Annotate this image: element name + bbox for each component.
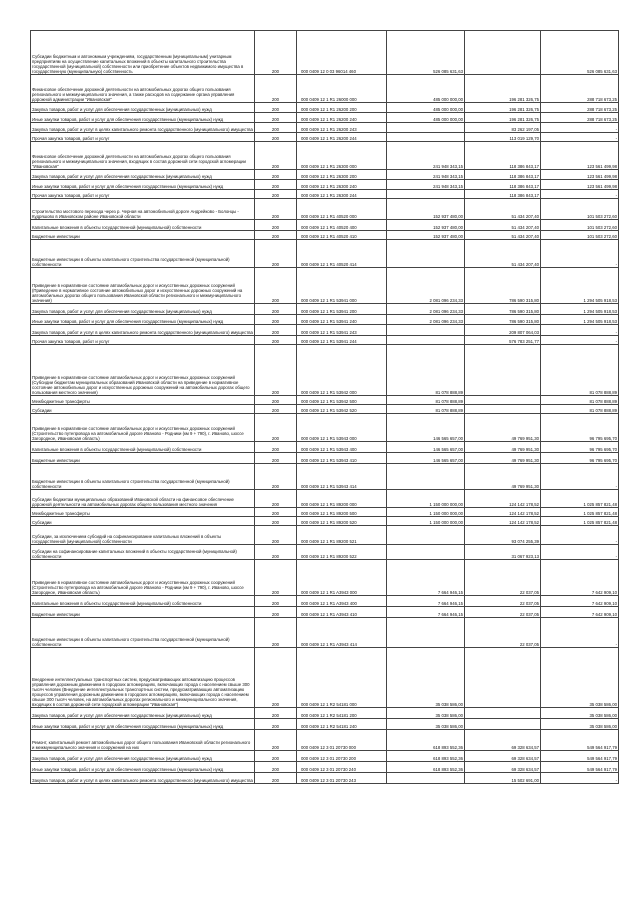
- row-approved-amount-cell: 526 085 631,63: [387, 31, 465, 75]
- row-unexecuted-amount-cell: 35 038 586,00: [541, 648, 619, 708]
- row-name-cell: Прочая закупка товаров, работ и услуг: [31, 336, 255, 345]
- row-approved-amount-cell: 7 664 946,15: [387, 560, 465, 596]
- row-approved-amount-cell: 7 664 946,15: [387, 607, 465, 618]
- row-executed-amount-cell: 49 769 951,30: [465, 442, 541, 453]
- row-unexecuted-amount-cell: 123 561 499,98: [541, 170, 619, 180]
- row-classification-code-cell: 000 0409 12 3 01 20730 000: [297, 730, 387, 751]
- row-classification-code-cell: 000 0409 12 1 R1 40520 414: [297, 240, 387, 268]
- row-code-cell: 200: [255, 240, 297, 268]
- row-approved-amount-cell: 81 078 888,89: [387, 396, 465, 405]
- row-name-cell: Финансовое обеспечение дорожной деятельности на автомобильных дорогах общего пользования регионального и межмуниципального значения, а также расходов на содержание органа управления дорожной администрации "Ивановская": [31, 75, 255, 103]
- row-approved-amount-cell: 146 565 657,00: [387, 442, 465, 453]
- row-executed-amount-cell: 51 434 207,40: [465, 220, 541, 231]
- row-classification-code-cell: 000 0409 12 1 R2 54181 200: [297, 708, 387, 719]
- row-name-cell: Закупка товаров, работ и услуг в целях капитального ремонта государственного (муниципального) имущества: [31, 325, 255, 336]
- row-unexecuted-amount-cell: -: [541, 325, 619, 336]
- row-executed-amount-cell: 124 142 178,52: [465, 517, 541, 526]
- row-classification-code-cell: 000 0409 12 1 R1 53943 400: [297, 442, 387, 453]
- row-approved-amount-cell: 241 948 343,15: [387, 180, 465, 190]
- table-row: [31, 719, 619, 730]
- row-code-cell: 200: [255, 220, 297, 231]
- table-row: [31, 708, 619, 719]
- table-row: [31, 405, 619, 414]
- row-classification-code-cell: 000 0409 12 1 R1 53942 500: [297, 396, 387, 405]
- row-unexecuted-amount-cell: 81 078 888,89: [541, 405, 619, 414]
- row-code-cell: 200: [255, 315, 297, 325]
- row-name-cell: Бюджетные инвестиции: [31, 453, 255, 464]
- row-name-cell: Закупка товаров, работ и услуг для обеспечения государственных (муниципальных) нужд: [31, 304, 255, 315]
- row-code-cell: 200: [255, 442, 297, 453]
- row-name-cell: Субсидии: [31, 405, 255, 414]
- row-unexecuted-amount-cell: 7 642 909,10: [541, 596, 619, 607]
- row-classification-code-cell: 000 0409 12 3 01 20730 243: [297, 773, 387, 784]
- row-code-cell: 200: [255, 31, 297, 75]
- table-row: [31, 103, 619, 113]
- row-code-cell: 200: [255, 414, 297, 442]
- row-executed-amount-cell: 576 783 251,77: [465, 336, 541, 345]
- row-code-cell: 200: [255, 396, 297, 405]
- row-classification-code-cell: 000 0409 12 1 R1 89200 000: [297, 490, 387, 508]
- row-name-cell: Приведение в нормативное состояние автомобильных дорог и искусственных дорожных сооружений (Строительство путепровода на автомобильной дороге Иваново - Родники (км 9 + 790), г. Иваново, шоссе Загородное, Ивановская область): [31, 560, 255, 596]
- row-code-cell: 200: [255, 453, 297, 464]
- row-classification-code-cell: 000 0409 12 3 01 20730 240: [297, 762, 387, 773]
- row-executed-amount-cell: 22 037,05: [465, 560, 541, 596]
- row-code-cell: 200: [255, 618, 297, 648]
- row-approved-amount-cell: 485 000 000,00: [387, 75, 465, 103]
- row-code-cell: 200: [255, 607, 297, 618]
- row-name-cell: Капитальные вложения в объекты государственной (муниципальной) собственности: [31, 596, 255, 607]
- row-name-cell: Субсидии: [31, 517, 255, 526]
- row-unexecuted-amount-cell: -: [541, 526, 619, 545]
- row-unexecuted-amount-cell: 81 078 888,89: [541, 396, 619, 405]
- row-name-cell: Бюджетные инвестиции в объекты капитального строительства государственной (муниципальной) собственности: [31, 464, 255, 490]
- row-code-cell: 200: [255, 123, 297, 133]
- row-unexecuted-amount-cell: -: [541, 133, 619, 142]
- row-approved-amount-cell: [387, 526, 465, 545]
- row-name-cell: Субсидии бюджетам муниципальных образований Ивановской области на финансовое обеспечение дорожной деятельности на автомобильных дорогах общего пользования местного значения: [31, 490, 255, 508]
- budget-execution-table: [30, 30, 619, 784]
- row-approved-amount-cell: 2 081 096 234,33: [387, 315, 465, 325]
- row-name-cell: Иные закупки товаров, работ и услуг для обеспечения государственных (муниципальных) нужд: [31, 113, 255, 123]
- row-executed-amount-cell: 118 386 843,17: [465, 142, 541, 170]
- table-row: [31, 596, 619, 607]
- row-executed-amount-cell: 49 769 951,30: [465, 414, 541, 442]
- row-executed-amount-cell: 124 142 178,52: [465, 490, 541, 508]
- row-executed-amount-cell: 69 328 634,57: [465, 730, 541, 751]
- row-executed-amount-cell: 31 067 923,13: [465, 545, 541, 560]
- row-executed-amount-cell: 124 142 178,52: [465, 508, 541, 517]
- row-unexecuted-amount-cell: 1 294 505 918,53: [541, 268, 619, 304]
- row-name-cell: Приведение в нормативное состояние автомобильных дорог и искусственных дорожных сооружений (Строительство путепровода на автомобильной дороге Иваново - Родники (км 9 + 790), г. Иваново, шоссе Загородное, Ивановская область): [31, 414, 255, 442]
- row-name-cell: Приведение в нормативное состояние автомобильных дорог и искусственных дорожных сооружений (Субсидии бюджетам муниципальных образований Ивановской области на приведение в нормативное состояние автомобильных дорог и искусственных дорожных сооружений на автомобильных дорогах общего пользования местного значения): [31, 345, 255, 396]
- row-executed-amount-cell: 69 328 634,57: [465, 751, 541, 762]
- row-code-cell: 200: [255, 596, 297, 607]
- row-code-cell: 200: [255, 268, 297, 304]
- row-executed-amount-cell: 93 074 255,39: [465, 526, 541, 545]
- row-executed-amount-cell: [465, 405, 541, 414]
- table-row: [31, 453, 619, 464]
- row-approved-amount-cell: [387, 336, 465, 345]
- row-unexecuted-amount-cell: 288 718 673,25: [541, 103, 619, 113]
- row-executed-amount-cell: 22 037,05: [465, 618, 541, 648]
- row-executed-amount-cell: [465, 708, 541, 719]
- row-unexecuted-amount-cell: 96 795 695,70: [541, 414, 619, 442]
- row-classification-code-cell: 000 0409 12 1 R1 26300 240: [297, 180, 387, 190]
- row-code-cell: 200: [255, 190, 297, 199]
- row-unexecuted-amount-cell: 96 795 695,70: [541, 453, 619, 464]
- row-executed-amount-cell: [465, 345, 541, 396]
- row-classification-code-cell: 000 0409 12 1 R1 53943 000: [297, 414, 387, 442]
- row-name-cell: Межбюджетные трансферты: [31, 508, 255, 517]
- table-row: [31, 180, 619, 190]
- row-executed-amount-cell: 209 807 064,03: [465, 325, 541, 336]
- row-code-cell: 200: [255, 560, 297, 596]
- row-name-cell: Субсидии бюджетным и автономным учреждениям, государственным (муниципальным) унитарным предприятиям на осуществление капитальных вложений в объекты капитального строительства государственной (муниципальной) собственности или приобретение объектов недвижимого имущества в государственную (муниципальную) собственность: [31, 31, 255, 75]
- row-classification-code-cell: 000 0409 12 1 R1 40520 000: [297, 199, 387, 220]
- row-name-cell: Строительство мостового перехода через р. Черная на автомобильной дороге Андрейково - Болонцы - Кудряшово в Ивановском районе Ивановской области: [31, 199, 255, 220]
- table-row: [31, 231, 619, 240]
- table-row: [31, 508, 619, 517]
- row-classification-code-cell: 000 0409 12 1 R2 54181 240: [297, 719, 387, 730]
- row-approved-amount-cell: 2 081 096 234,33: [387, 304, 465, 315]
- row-unexecuted-amount-cell: 101 503 272,60: [541, 220, 619, 231]
- row-approved-amount-cell: 241 948 343,15: [387, 170, 465, 180]
- row-name-cell: Закупка товаров, работ и услуг для обеспечения государственных (муниципальных) нужд: [31, 170, 255, 180]
- table-row: [31, 396, 619, 405]
- row-code-cell: 200: [255, 464, 297, 490]
- row-code-cell: 200: [255, 133, 297, 142]
- table-row: [31, 75, 619, 103]
- table-row: [31, 490, 619, 508]
- table-row: [31, 526, 619, 545]
- row-code-cell: 200: [255, 517, 297, 526]
- row-classification-code-cell: 000 0409 12 1 R1 26200 240: [297, 113, 387, 123]
- table-row: [31, 220, 619, 231]
- row-classification-code-cell: 000 0409 12 1 R1 A3943 400: [297, 596, 387, 607]
- row-name-cell: Прочая закупка товаров, работ и услуг: [31, 190, 255, 199]
- row-name-cell: Иные закупки товаров, работ и услуг для обеспечения государственных (муниципальных) нужд: [31, 719, 255, 730]
- row-code-cell: 200: [255, 773, 297, 784]
- row-approved-amount-cell: [387, 325, 465, 336]
- row-approved-amount-cell: 618 893 552,36: [387, 730, 465, 751]
- row-approved-amount-cell: 35 038 586,00: [387, 719, 465, 730]
- row-code-cell: 200: [255, 751, 297, 762]
- row-executed-amount-cell: 196 281 326,75: [465, 113, 541, 123]
- row-executed-amount-cell: 196 281 326,75: [465, 103, 541, 113]
- row-code-cell: 200: [255, 345, 297, 396]
- row-approved-amount-cell: [387, 773, 465, 784]
- row-approved-amount-cell: [387, 464, 465, 490]
- table-row: [31, 304, 619, 315]
- table-body: [31, 31, 619, 784]
- row-code-cell: 200: [255, 648, 297, 708]
- row-executed-amount-cell: [465, 396, 541, 405]
- row-name-cell: Бюджетные инвестиции: [31, 607, 255, 618]
- row-executed-amount-cell: [465, 648, 541, 708]
- row-approved-amount-cell: 35 038 586,00: [387, 708, 465, 719]
- row-approved-amount-cell: 1 150 000 000,00: [387, 490, 465, 508]
- row-executed-amount-cell: 113 019 129,70: [465, 133, 541, 142]
- row-approved-amount-cell: [387, 190, 465, 199]
- row-unexecuted-amount-cell: 549 564 917,79: [541, 751, 619, 762]
- row-code-cell: 200: [255, 508, 297, 517]
- row-executed-amount-cell: 51 434 207,40: [465, 199, 541, 220]
- table-row: [31, 268, 619, 304]
- row-unexecuted-amount-cell: -: [541, 240, 619, 268]
- row-code-cell: 200: [255, 180, 297, 190]
- row-unexecuted-amount-cell: 101 503 272,60: [541, 231, 619, 240]
- row-executed-amount-cell: 15 502 691,00: [465, 773, 541, 784]
- row-unexecuted-amount-cell: -: [541, 123, 619, 133]
- row-executed-amount-cell: 118 386 843,17: [465, 190, 541, 199]
- row-unexecuted-amount-cell: 1 294 505 918,53: [541, 315, 619, 325]
- row-approved-amount-cell: [387, 123, 465, 133]
- row-code-cell: 200: [255, 730, 297, 751]
- row-code-cell: 200: [255, 304, 297, 315]
- row-classification-code-cell: 000 0409 12 1 R1 40520 400: [297, 220, 387, 231]
- row-unexecuted-amount-cell: 123 561 499,98: [541, 180, 619, 190]
- row-approved-amount-cell: 241 948 343,15: [387, 142, 465, 170]
- row-name-cell: Ремонт, капитальный ремонт автомобильных дорог общего пользования Ивановской области регионального и межмуниципального значения и сооружений на них: [31, 730, 255, 751]
- row-code-cell: 200: [255, 719, 297, 730]
- row-executed-amount-cell: 118 386 843,17: [465, 180, 541, 190]
- row-approved-amount-cell: 152 937 480,00: [387, 231, 465, 240]
- row-executed-amount-cell: [465, 719, 541, 730]
- row-name-cell: Внедрение интеллектуальных транспортных систем, предусматривающих автоматизацию процессов управления дорожным движением в городских агломерациях, включающих города с населением свыше 300 тысяч человек (Внедрение интеллектуальных транспортных систем, предусматривающих автоматизацию процессов управления дорожным движением в городских агломерациях, включающих города с населением свыше 300 тысяч человек, на автомобильных дорогах регионального и межмуниципального значения, входящих в состав дорожной сети городской агломерации "Ивановская"): [31, 648, 255, 708]
- table-row: [31, 618, 619, 648]
- row-executed-amount-cell: 22 037,05: [465, 596, 541, 607]
- row-unexecuted-amount-cell: 81 078 888,89: [541, 345, 619, 396]
- table-row: [31, 773, 619, 784]
- row-name-cell: Иные закупки товаров, работ и услуг для обеспечения государственных (муниципальных) нужд: [31, 180, 255, 190]
- row-code-cell: 200: [255, 199, 297, 220]
- row-unexecuted-amount-cell: 549 564 917,79: [541, 730, 619, 751]
- row-code-cell: 200: [255, 142, 297, 170]
- row-name-cell: Приведение в нормативное состояние автомобильных дорог и искусственных дорожных сооружений (Приведение в нормативное состояние автомобильных дорог и искусственных дорожных сооружений на автомобильных дорогах общего пользования Ивановской области регионального и межмуниципального значения): [31, 268, 255, 304]
- row-classification-code-cell: 000 0409 12 1 R1 53942 000: [297, 345, 387, 396]
- row-approved-amount-cell: 2 081 096 234,33: [387, 268, 465, 304]
- row-unexecuted-amount-cell: 288 718 673,25: [541, 75, 619, 103]
- row-unexecuted-amount-cell: 526 085 631,63: [541, 31, 619, 75]
- row-code-cell: 200: [255, 405, 297, 414]
- row-unexecuted-amount-cell: -: [541, 773, 619, 784]
- table-row: [31, 315, 619, 325]
- table-row: [31, 199, 619, 220]
- table-row: [31, 325, 619, 336]
- table-row: [31, 336, 619, 345]
- table-row: [31, 560, 619, 596]
- row-classification-code-cell: 000 0409 12 1 R1 53942 520: [297, 405, 387, 414]
- row-name-cell: Субсидии на софинансирование капитальных вложений в объекты государственной (муниципальной) собственности: [31, 545, 255, 560]
- table-row: [31, 464, 619, 490]
- row-name-cell: Иные закупки товаров, работ и услуг для обеспечения государственных (муниципальных) нужд: [31, 315, 255, 325]
- row-executed-amount-cell: 22 037,05: [465, 607, 541, 618]
- row-name-cell: Закупка товаров, работ и услуг в целях капитального ремонта государственного (муниципального) имущества: [31, 773, 255, 784]
- row-classification-code-cell: 000 0409 12 1 R1 53941 243: [297, 325, 387, 336]
- table-row: [31, 123, 619, 133]
- table-row: [31, 345, 619, 396]
- table-row: [31, 545, 619, 560]
- row-approved-amount-cell: 35 038 586,00: [387, 648, 465, 708]
- row-classification-code-cell: 000 0409 12 1 R1 26200 243: [297, 123, 387, 133]
- table-row: [31, 648, 619, 708]
- row-classification-code-cell: 000 0409 12 1 R1 26300 244: [297, 190, 387, 199]
- row-code-cell: 200: [255, 231, 297, 240]
- row-classification-code-cell: 000 0409 12 1 R1 53941 200: [297, 304, 387, 315]
- row-name-cell: Иные закупки товаров, работ и услуг для обеспечения государственных (муниципальных) нужд: [31, 762, 255, 773]
- row-name-cell: Закупка товаров, работ и услуг для обеспечения государственных (муниципальных) нужд: [31, 103, 255, 113]
- table-row: [31, 751, 619, 762]
- row-unexecuted-amount-cell: -: [541, 190, 619, 199]
- row-classification-code-cell: 000 0409 12 1 R1 26300 000: [297, 142, 387, 170]
- row-name-cell: Закупка товаров, работ и услуг в целях капитального ремонта государственного (муниципального) имущества: [31, 123, 255, 133]
- row-approved-amount-cell: 152 937 480,00: [387, 220, 465, 231]
- row-unexecuted-amount-cell: 1 025 857 821,48: [541, 490, 619, 508]
- row-approved-amount-cell: 485 000 000,00: [387, 103, 465, 113]
- row-unexecuted-amount-cell: 35 038 586,00: [541, 708, 619, 719]
- row-approved-amount-cell: [387, 240, 465, 268]
- row-approved-amount-cell: [387, 545, 465, 560]
- row-executed-amount-cell: 51 434 207,40: [465, 240, 541, 268]
- row-unexecuted-amount-cell: 7 642 909,10: [541, 607, 619, 618]
- row-code-cell: 200: [255, 526, 297, 545]
- row-classification-code-cell: 000 0409 12 1 R1 A3943 000: [297, 560, 387, 596]
- row-code-cell: 200: [255, 490, 297, 508]
- row-approved-amount-cell: 618 893 552,36: [387, 751, 465, 762]
- row-code-cell: 200: [255, 545, 297, 560]
- row-classification-code-cell: 000 0409 12 1 R1 89200 521: [297, 526, 387, 545]
- row-unexecuted-amount-cell: -: [541, 545, 619, 560]
- row-unexecuted-amount-cell: 1 025 857 821,48: [541, 517, 619, 526]
- row-unexecuted-amount-cell: -: [541, 618, 619, 648]
- row-code-cell: 200: [255, 103, 297, 113]
- row-approved-amount-cell: 7 664 946,15: [387, 596, 465, 607]
- row-classification-code-cell: 000 0409 12 1 R1 40520 410: [297, 231, 387, 240]
- row-executed-amount-cell: [465, 31, 541, 75]
- row-code-cell: 200: [255, 170, 297, 180]
- row-unexecuted-amount-cell: 101 503 272,60: [541, 199, 619, 220]
- row-code-cell: 200: [255, 708, 297, 719]
- row-executed-amount-cell: 51 434 207,40: [465, 231, 541, 240]
- row-unexecuted-amount-cell: 288 718 673,25: [541, 113, 619, 123]
- table-row: [31, 133, 619, 142]
- row-executed-amount-cell: 196 281 326,75: [465, 75, 541, 103]
- row-code-cell: 200: [255, 336, 297, 345]
- row-name-cell: Закупка товаров, работ и услуг для обеспечения государственных (муниципальных) нужд: [31, 751, 255, 762]
- row-approved-amount-cell: 81 078 888,89: [387, 345, 465, 396]
- row-approved-amount-cell: 146 565 657,00: [387, 453, 465, 464]
- row-name-cell: Межбюджетные трансферты: [31, 396, 255, 405]
- row-classification-code-cell: 000 0409 12 1 R1 53943 410: [297, 453, 387, 464]
- row-classification-code-cell: 000 0409 12 1 R1 26200 244: [297, 133, 387, 142]
- row-classification-code-cell: 000 0409 12 1 R1 53941 244: [297, 336, 387, 345]
- table-row: [31, 517, 619, 526]
- row-unexecuted-amount-cell: 7 642 909,10: [541, 560, 619, 596]
- row-classification-code-cell: 000 0409 12 1 R1 53943 414: [297, 464, 387, 490]
- row-classification-code-cell: 000 0409 12 1 R1 53941 240: [297, 315, 387, 325]
- row-name-cell: Субсидии, за исключением субсидий на софинансирование капитальных вложений в объекты государственной (муниципальной) собственности: [31, 526, 255, 545]
- row-name-cell: Закупка товаров, работ и услуг для обеспечения государственных (муниципальных) нужд: [31, 708, 255, 719]
- table-row: [31, 762, 619, 773]
- table-row: [31, 442, 619, 453]
- row-classification-code-cell: 000 0409 12 1 R1 89200 522: [297, 545, 387, 560]
- row-name-cell: Финансовое обеспечение дорожной деятельности на автомобильных дорогах общего пользования регионального и межмуниципального значения, входящих в состав дорожной сети городской агломерации "Ивановская": [31, 142, 255, 170]
- row-approved-amount-cell: [387, 618, 465, 648]
- row-executed-amount-cell: 786 590 315,80: [465, 315, 541, 325]
- row-approved-amount-cell: [387, 133, 465, 142]
- row-name-cell: Бюджетные инвестиции: [31, 231, 255, 240]
- row-unexecuted-amount-cell: 35 038 586,00: [541, 719, 619, 730]
- row-unexecuted-amount-cell: -: [541, 336, 619, 345]
- row-classification-code-cell: 000 0409 12 1 R1 26300 200: [297, 170, 387, 180]
- row-approved-amount-cell: 152 937 480,00: [387, 199, 465, 220]
- row-classification-code-cell: 000 0409 12 1 R1 53941 000: [297, 268, 387, 304]
- row-executed-amount-cell: 49 769 951,30: [465, 464, 541, 490]
- row-classification-code-cell: 000 0409 12 1 R1 A3943 410: [297, 607, 387, 618]
- row-name-cell: Капитальные вложения в объекты государственной (муниципальной) собственности: [31, 442, 255, 453]
- row-classification-code-cell: 000 0409 12 1 R1 26200 200: [297, 103, 387, 113]
- row-executed-amount-cell: 118 386 843,17: [465, 170, 541, 180]
- row-unexecuted-amount-cell: 1 294 505 918,53: [541, 304, 619, 315]
- row-classification-code-cell: 000 0409 12 1 R1 89200 500: [297, 508, 387, 517]
- row-code-cell: 200: [255, 113, 297, 123]
- row-approved-amount-cell: 81 078 888,89: [387, 405, 465, 414]
- row-code-cell: 200: [255, 325, 297, 336]
- row-classification-code-cell: 000 0409 12 1 R1 26000 000: [297, 75, 387, 103]
- table-row: [31, 31, 619, 75]
- row-unexecuted-amount-cell: -: [541, 464, 619, 490]
- table-row: [31, 730, 619, 751]
- row-executed-amount-cell: 49 769 951,30: [465, 453, 541, 464]
- row-code-cell: 200: [255, 75, 297, 103]
- row-unexecuted-amount-cell: 1 025 857 821,48: [541, 508, 619, 517]
- row-name-cell: Капитальные вложения в объекты государственной (муниципальной) собственности: [31, 220, 255, 231]
- row-approved-amount-cell: 1 150 000 000,00: [387, 517, 465, 526]
- row-executed-amount-cell: 69 328 634,57: [465, 762, 541, 773]
- row-name-cell: Бюджетные инвестиции в объекты капитального строительства государственной (муниципальной) собственности: [31, 240, 255, 268]
- row-classification-code-cell: 000 0409 12 3 01 20730 200: [297, 751, 387, 762]
- row-name-cell: Бюджетные инвестиции в объекты капитального строительства государственной (муниципальной) собственности: [31, 618, 255, 648]
- row-classification-code-cell: 000 0409 12 1 R2 54181 000: [297, 648, 387, 708]
- row-unexecuted-amount-cell: 123 561 499,98: [541, 142, 619, 170]
- row-code-cell: 200: [255, 762, 297, 773]
- row-executed-amount-cell: 786 590 315,80: [465, 304, 541, 315]
- row-name-cell: Прочая закупка товаров, работ и услуг: [31, 133, 255, 142]
- table-row: [31, 240, 619, 268]
- row-approved-amount-cell: 485 000 000,00: [387, 113, 465, 123]
- row-classification-code-cell: 000 0409 12 1 R1 A3943 414: [297, 618, 387, 648]
- row-approved-amount-cell: 146 565 657,00: [387, 414, 465, 442]
- report-page: [30, 30, 618, 784]
- table-row: [31, 607, 619, 618]
- row-classification-code-cell: 000 0409 12 0 03 96014 460: [297, 31, 387, 75]
- row-executed-amount-cell: 83 262 197,05: [465, 123, 541, 133]
- table-row: [31, 113, 619, 123]
- row-approved-amount-cell: 1 150 000 000,00: [387, 508, 465, 517]
- row-unexecuted-amount-cell: 549 564 917,79: [541, 762, 619, 773]
- row-approved-amount-cell: 618 893 552,36: [387, 762, 465, 773]
- row-unexecuted-amount-cell: 96 795 695,70: [541, 442, 619, 453]
- row-classification-code-cell: 000 0409 12 1 R1 89200 520: [297, 517, 387, 526]
- table-row: [31, 190, 619, 199]
- table-row: [31, 170, 619, 180]
- table-row: [31, 414, 619, 442]
- table-row: [31, 142, 619, 170]
- row-executed-amount-cell: 786 590 315,80: [465, 268, 541, 304]
